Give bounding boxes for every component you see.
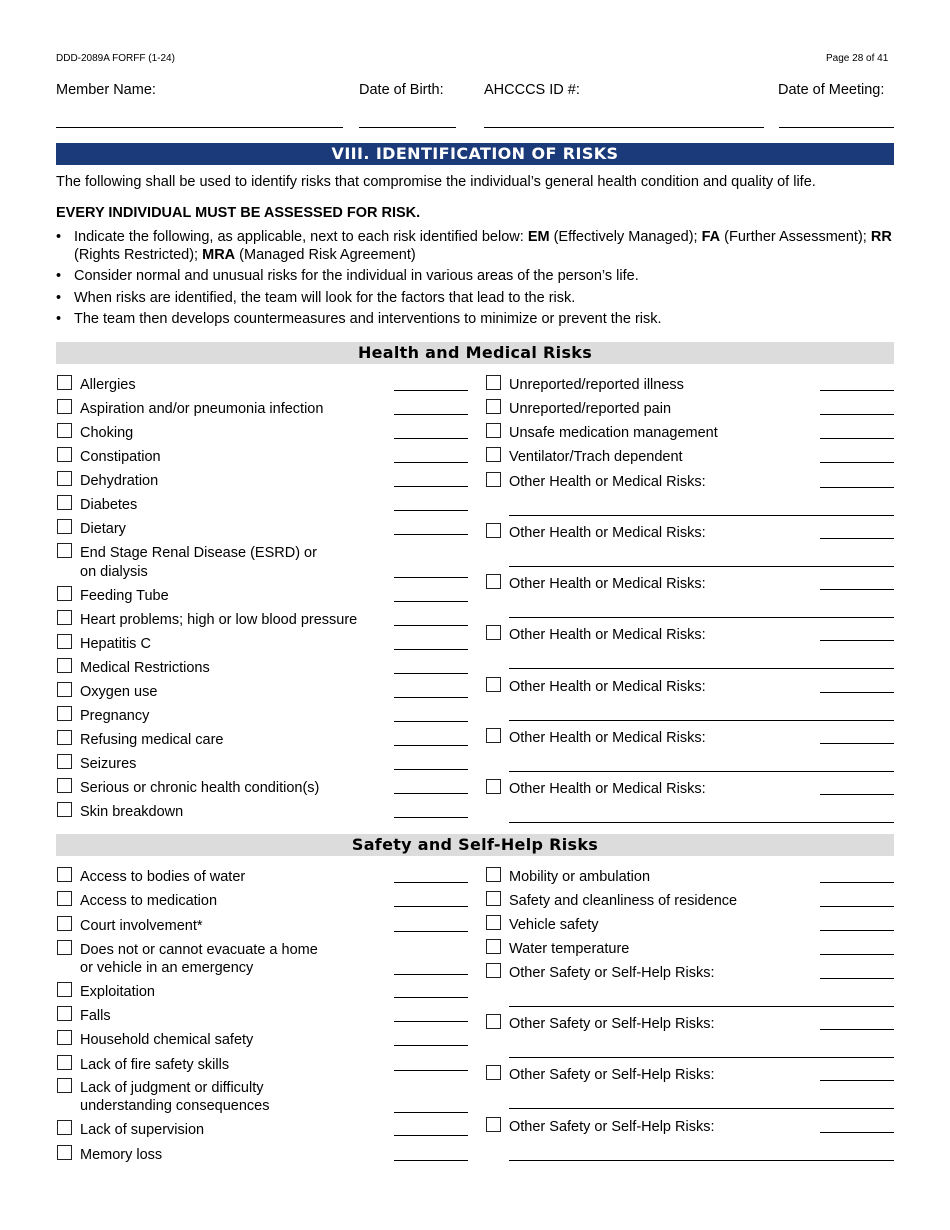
risk-rating-field[interactable] [394, 534, 468, 535]
other-risk-description-field[interactable] [509, 668, 894, 669]
other-risk-label: Other Health or Medical Risks: [509, 679, 706, 695]
risk-rating-field[interactable] [394, 414, 468, 415]
other-risk-checkbox[interactable] [486, 677, 501, 692]
risk-checkbox[interactable] [486, 915, 501, 930]
risk-rating-field[interactable] [820, 390, 894, 391]
risk-rating-field[interactable] [394, 1045, 468, 1046]
risk-checkbox[interactable] [57, 423, 72, 438]
risk-checkbox[interactable] [57, 778, 72, 793]
risk-label: End Stage Renal Disease (ESRD) or [80, 545, 317, 561]
meeting-date-field[interactable] [779, 127, 894, 128]
risk-checkbox[interactable] [57, 447, 72, 462]
other-risk-label: Other Health or Medical Risks: [509, 730, 706, 746]
risk-label: Refusing medical care [80, 732, 224, 748]
risk-rating-field[interactable] [394, 673, 468, 674]
risk-rating-field[interactable] [394, 510, 468, 511]
risk-checkbox[interactable] [57, 754, 72, 769]
risk-checkbox[interactable] [486, 423, 501, 438]
risk-checkbox[interactable] [486, 375, 501, 390]
other-risk-checkbox[interactable] [486, 963, 501, 978]
other-risk-checkbox[interactable] [486, 523, 501, 538]
assessment-notice: EVERY INDIVIDUAL MUST BE ASSESSED FOR RISK. [56, 205, 421, 221]
other-risk-label: Other Safety or Self-Help Risks: [509, 1119, 715, 1135]
risk-label: Allergies [80, 377, 136, 393]
other-risk-description-field[interactable] [509, 1057, 894, 1058]
risk-label: Unsafe medication management [509, 425, 718, 441]
other-risk-description-field[interactable] [509, 566, 894, 567]
risk-label: Oxygen use [80, 684, 158, 700]
risk-rating-field[interactable] [394, 745, 468, 746]
risk-label: Dietary [80, 521, 126, 537]
risk-rating-field[interactable] [820, 487, 894, 488]
risk-rating-field[interactable] [394, 1160, 468, 1161]
instruction-item: • Consider normal and unusual risks for the individual in various areas of the person’s life. [56, 268, 894, 286]
member-name-label: Member Name: [56, 82, 156, 98]
risk-label: Water temperature [509, 941, 630, 957]
risk-label: Falls [80, 1008, 111, 1024]
risk-checkbox[interactable] [57, 471, 72, 486]
risk-label: Medical Restrictions [80, 660, 210, 676]
risk-rating-field[interactable] [394, 697, 468, 698]
risk-label: Serious or chronic health condition(s) [80, 780, 320, 796]
risk-rating-field[interactable] [394, 486, 468, 487]
risk-label: Vehicle safety [509, 917, 599, 933]
risk-rating-field[interactable] [820, 640, 894, 641]
risk-checkbox[interactable] [57, 519, 72, 534]
risk-rating-field[interactable] [820, 538, 894, 539]
other-risk-checkbox[interactable] [486, 1117, 501, 1132]
risk-label: Lack of judgment or difficulty [80, 1080, 264, 1096]
risk-rating-field[interactable] [394, 625, 468, 626]
ahcccs-label: AHCCCS ID #: [484, 82, 580, 98]
risk-label: Aspiration and/or pneumonia infection [80, 401, 324, 417]
dob-field[interactable] [359, 127, 456, 128]
risk-label: Unreported/reported illness [509, 377, 684, 393]
risk-rating-field[interactable] [820, 794, 894, 795]
risk-checkbox[interactable] [57, 610, 72, 625]
risk-rating-field[interactable] [820, 414, 894, 415]
page-number: Page 28 of 41 [826, 53, 889, 64]
risk-rating-field[interactable] [394, 997, 468, 998]
risk-rating-field[interactable] [394, 793, 468, 794]
risk-rating-field[interactable] [820, 462, 894, 463]
risk-checkbox[interactable] [57, 1030, 72, 1045]
other-risk-description-field[interactable] [509, 1160, 894, 1161]
risk-label: Hepatitis C [80, 636, 151, 652]
instruction-item: • Indicate the following, as applicable, next to each risk identified below: EM (Effectively Managed); FA (Further Assessment); RR (Rights Restricted); MRA (Managed Risk Agreement) [56, 229, 894, 264]
risk-checkbox[interactable] [57, 375, 72, 390]
risk-label: Skin breakdown [80, 804, 184, 820]
risk-label: Unreported/reported pain [509, 401, 672, 417]
risk-checkbox[interactable] [57, 495, 72, 510]
risk-rating-field[interactable] [394, 1112, 468, 1113]
health-risks-header: Health and Medical Risks [56, 342, 894, 364]
risk-rating-field[interactable] [394, 601, 468, 602]
other-risk-label: Other Health or Medical Risks: [509, 525, 706, 541]
risk-checkbox[interactable] [57, 634, 72, 649]
risk-label: Choking [80, 425, 134, 441]
member-name-field[interactable] [56, 127, 343, 128]
risk-checkbox[interactable] [57, 1145, 72, 1160]
other-risk-description-field[interactable] [509, 720, 894, 721]
risk-label-continued: understanding consequences [80, 1098, 270, 1114]
risk-label: Mobility or ambulation [509, 869, 651, 885]
risk-label: Does not or cannot evacuate a home [80, 942, 318, 958]
risk-label: Memory loss [80, 1147, 163, 1163]
other-risk-description-field[interactable] [509, 1108, 894, 1109]
risk-rating-field[interactable] [394, 721, 468, 722]
risk-label: Lack of fire safety skills [80, 1057, 230, 1073]
other-risk-checkbox[interactable] [486, 625, 501, 640]
risk-checkbox[interactable] [486, 867, 501, 882]
other-risk-label: Other Health or Medical Risks: [509, 474, 706, 490]
form-id: DDD-2089A FORFF (1-24) [56, 53, 175, 64]
other-risk-label: Other Safety or Self-Help Risks: [509, 1067, 715, 1083]
risk-checkbox[interactable] [57, 730, 72, 745]
safety-risks-header: Safety and Self-Help Risks [56, 834, 894, 856]
other-risk-checkbox[interactable] [486, 779, 501, 794]
risk-checkbox[interactable] [57, 891, 72, 906]
risk-label: Lack of supervision [80, 1122, 205, 1138]
risk-label: Constipation [80, 449, 161, 465]
risk-rating-field[interactable] [820, 1080, 894, 1081]
risk-rating-field[interactable] [820, 906, 894, 907]
risk-checkbox[interactable] [57, 1120, 72, 1135]
risk-label: Exploitation [80, 984, 155, 1000]
meeting-date-label: Date of Meeting: [778, 82, 885, 98]
risk-label: Safety and cleanliness of residence [509, 893, 738, 909]
risk-checkbox[interactable] [57, 982, 72, 997]
risk-rating-field[interactable] [394, 931, 468, 932]
risk-rating-field[interactable] [820, 930, 894, 931]
other-risk-label: Other Safety or Self-Help Risks: [509, 1016, 715, 1032]
risk-checkbox[interactable] [57, 682, 72, 697]
risk-checkbox[interactable] [57, 706, 72, 721]
risk-checkbox[interactable] [57, 867, 72, 882]
risk-label: Seizures [80, 756, 137, 772]
risk-rating-field[interactable] [394, 882, 468, 883]
risk-checkbox[interactable] [486, 891, 501, 906]
risk-rating-field[interactable] [394, 462, 468, 463]
other-risk-description-field[interactable] [509, 617, 894, 618]
risk-rating-field[interactable] [394, 649, 468, 650]
risk-rating-field[interactable] [394, 577, 468, 578]
ahcccs-field[interactable] [484, 127, 764, 128]
section-title: VIII. IDENTIFICATION OF RISKS [56, 143, 894, 165]
risk-rating-field[interactable] [394, 906, 468, 907]
other-risk-checkbox[interactable] [486, 1014, 501, 1029]
instruction-item: • When risks are identified, the team will look for the factors that lead to the risk. [56, 290, 894, 308]
dob-label: Date of Birth: [359, 82, 444, 98]
risk-label: Household chemical safety [80, 1032, 254, 1048]
other-risk-label: Other Health or Medical Risks: [509, 627, 706, 643]
risk-label: Access to medication [80, 893, 218, 909]
risk-rating-field[interactable] [394, 1070, 468, 1071]
other-risk-description-field[interactable] [509, 1006, 894, 1007]
section-intro: The following shall be used to identify risks that compromise the individual’s general health condition and quality of life. [56, 174, 816, 190]
risk-rating-field[interactable] [820, 954, 894, 955]
risk-label: Dehydration [80, 473, 159, 489]
risk-rating-field[interactable] [820, 1132, 894, 1133]
risk-rating-field[interactable] [820, 692, 894, 693]
other-risk-label: Other Health or Medical Risks: [509, 781, 706, 797]
other-risk-checkbox[interactable] [486, 472, 501, 487]
risk-label: Access to bodies of water [80, 869, 246, 885]
risk-checkbox[interactable] [57, 543, 72, 558]
risk-rating-field[interactable] [394, 769, 468, 770]
risk-checkbox[interactable] [486, 447, 501, 462]
risk-label: Ventilator/Trach dependent [509, 449, 683, 465]
risk-checkbox[interactable] [57, 940, 72, 955]
risk-checkbox[interactable] [57, 1078, 72, 1093]
risk-rating-field[interactable] [394, 390, 468, 391]
other-risk-label: Other Health or Medical Risks: [509, 576, 706, 592]
risk-rating-field[interactable] [394, 974, 468, 975]
risk-rating-field[interactable] [394, 1021, 468, 1022]
risk-checkbox[interactable] [57, 802, 72, 817]
other-risk-description-field[interactable] [509, 822, 894, 823]
risk-label-continued: on dialysis [80, 564, 148, 580]
other-risk-checkbox[interactable] [486, 1065, 501, 1080]
risk-label: Feeding Tube [80, 588, 169, 604]
risk-rating-field[interactable] [820, 438, 894, 439]
risk-rating-field[interactable] [820, 978, 894, 979]
risk-checkbox[interactable] [57, 586, 72, 601]
risk-label-continued: or vehicle in an emergency [80, 960, 254, 976]
instruction-item: • The team then develops countermeasures and interventions to minimize or prevent the risk. [56, 311, 894, 329]
risk-rating-field[interactable] [820, 882, 894, 883]
risk-rating-field[interactable] [820, 589, 894, 590]
other-risk-description-field[interactable] [509, 771, 894, 772]
other-risk-label: Other Safety or Self-Help Risks: [509, 965, 715, 981]
risk-rating-field[interactable] [394, 817, 468, 818]
risk-label: Heart problems; high or low blood pressure [80, 612, 358, 628]
risk-label: Diabetes [80, 497, 138, 513]
risk-checkbox[interactable] [486, 399, 501, 414]
risk-rating-field[interactable] [394, 1135, 468, 1136]
risk-checkbox[interactable] [57, 1006, 72, 1021]
risk-label: Pregnancy [80, 708, 150, 724]
risk-checkbox[interactable] [57, 1055, 72, 1070]
risk-rating-field[interactable] [394, 438, 468, 439]
risk-checkbox[interactable] [57, 658, 72, 673]
risk-rating-field[interactable] [820, 1029, 894, 1030]
risk-checkbox[interactable] [57, 399, 72, 414]
risk-checkbox[interactable] [486, 939, 501, 954]
risk-label: Court involvement* [80, 918, 203, 934]
other-risk-checkbox[interactable] [486, 728, 501, 743]
other-risk-checkbox[interactable] [486, 574, 501, 589]
other-risk-description-field[interactable] [509, 515, 894, 516]
risk-checkbox[interactable] [57, 916, 72, 931]
risk-rating-field[interactable] [820, 743, 894, 744]
instruction-list [56, 229, 894, 333]
